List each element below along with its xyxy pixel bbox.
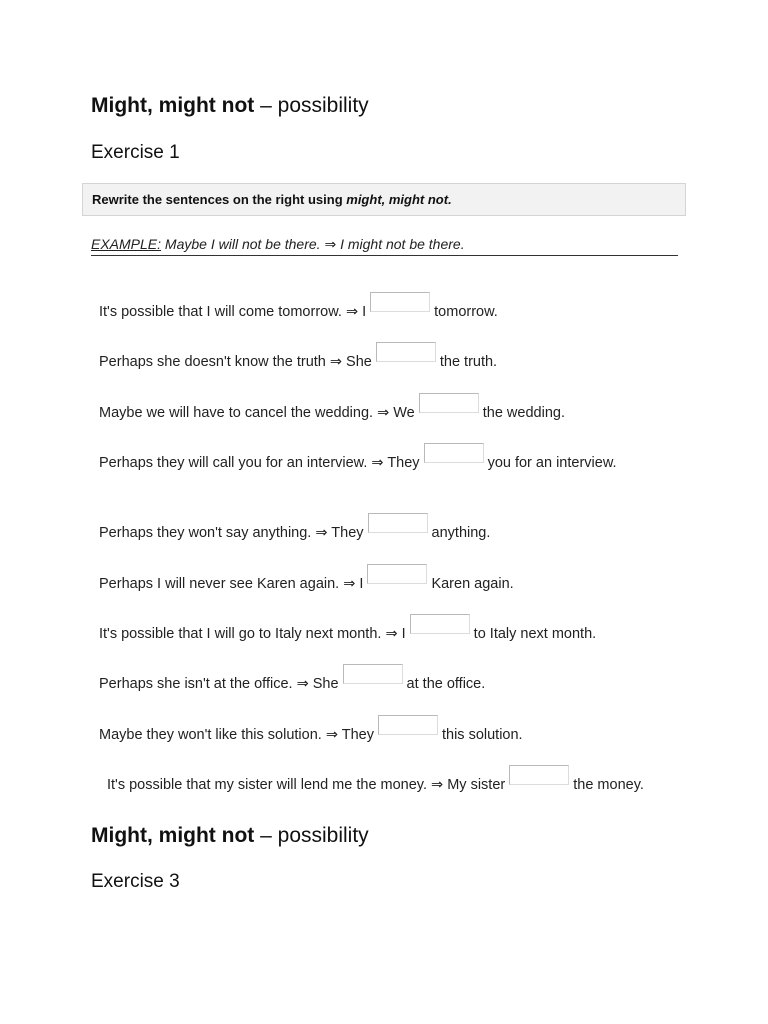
example-line — [91, 236, 678, 256]
question-10-prompt: It's possible that my sister will lend me the money. ⇒ My sister — [107, 777, 506, 793]
question-5 — [91, 513, 661, 543]
instruction-emphasis: might, might not. — [346, 192, 452, 207]
question-7-suffix: to Italy next month. — [473, 626, 597, 642]
question-2 — [91, 342, 661, 372]
question-1-suffix: tomorrow. — [434, 304, 498, 320]
question-9-answer-field[interactable] — [378, 715, 438, 735]
example-label: EXAMPLE: — [91, 236, 162, 252]
question-5-prompt: Perhaps they won't say anything. ⇒ They — [99, 525, 364, 541]
example-text: Maybe I will not be there. ⇒ I might not be there. — [161, 236, 465, 252]
question-6-answer-field[interactable] — [367, 564, 427, 584]
question-5-answer-field[interactable] — [368, 513, 428, 533]
question-8 — [91, 664, 661, 694]
question-9-suffix: this solution. — [441, 727, 523, 743]
question-4-answer-field[interactable] — [424, 443, 484, 463]
question-4-prompt: Perhaps they will call you for an interview. ⇒ They — [99, 455, 420, 471]
question-1 — [91, 292, 661, 322]
question-7-answer-field[interactable] — [410, 614, 470, 634]
question-7-prompt: It's possible that I will go to Italy next month. ⇒ I — [99, 626, 406, 642]
question-3-answer-field[interactable] — [419, 393, 479, 413]
question-10-answer-field[interactable] — [509, 765, 569, 785]
section-2-title-bold: Might, might not — [91, 824, 255, 847]
question-4 — [91, 443, 661, 473]
section-1-title — [91, 94, 369, 118]
question-8-prompt: Perhaps she isn't at the office. ⇒ She — [99, 676, 339, 692]
exercise-3-label: Exercise 3 — [91, 871, 180, 892]
question-4-suffix: you for an interview. — [487, 455, 617, 471]
question-10-suffix: the money. — [573, 777, 644, 793]
question-2-suffix: the truth. — [439, 354, 498, 370]
question-3-prompt: Maybe we will have to cancel the wedding. ⇒ We — [99, 405, 415, 421]
section-1-title-rest: – possibility — [254, 94, 369, 117]
instruction-text: Rewrite the sentences on the right using — [92, 192, 347, 207]
question-8-answer-field[interactable] — [343, 664, 403, 684]
question-7 — [91, 614, 661, 644]
question-10 — [91, 765, 661, 795]
section-1-title-bold: Might, might not — [91, 94, 255, 117]
section-2-title-rest: – possibility — [254, 824, 369, 847]
question-5-suffix: anything. — [431, 525, 491, 541]
section-2-title — [91, 824, 369, 848]
question-8-suffix: at the office. — [406, 676, 486, 692]
question-2-answer-field[interactable] — [376, 342, 436, 362]
exercise-1-label: Exercise 1 — [91, 142, 180, 163]
question-6-prompt: Perhaps I will never see Karen again. ⇒ I — [99, 576, 364, 592]
question-3-suffix: the wedding. — [482, 405, 565, 421]
question-9 — [91, 715, 661, 745]
question-1-answer-field[interactable] — [370, 292, 430, 312]
question-6-suffix: Karen again. — [431, 576, 514, 592]
question-2-prompt: Perhaps she doesn't know the truth ⇒ She — [99, 354, 372, 370]
question-9-prompt: Maybe they won't like this solution. ⇒ They — [99, 727, 374, 743]
question-1-prompt: It's possible that I will come tomorrow. ⇒ I — [99, 304, 367, 320]
question-6 — [91, 564, 661, 594]
instruction-box — [82, 183, 686, 216]
question-3 — [91, 393, 661, 423]
